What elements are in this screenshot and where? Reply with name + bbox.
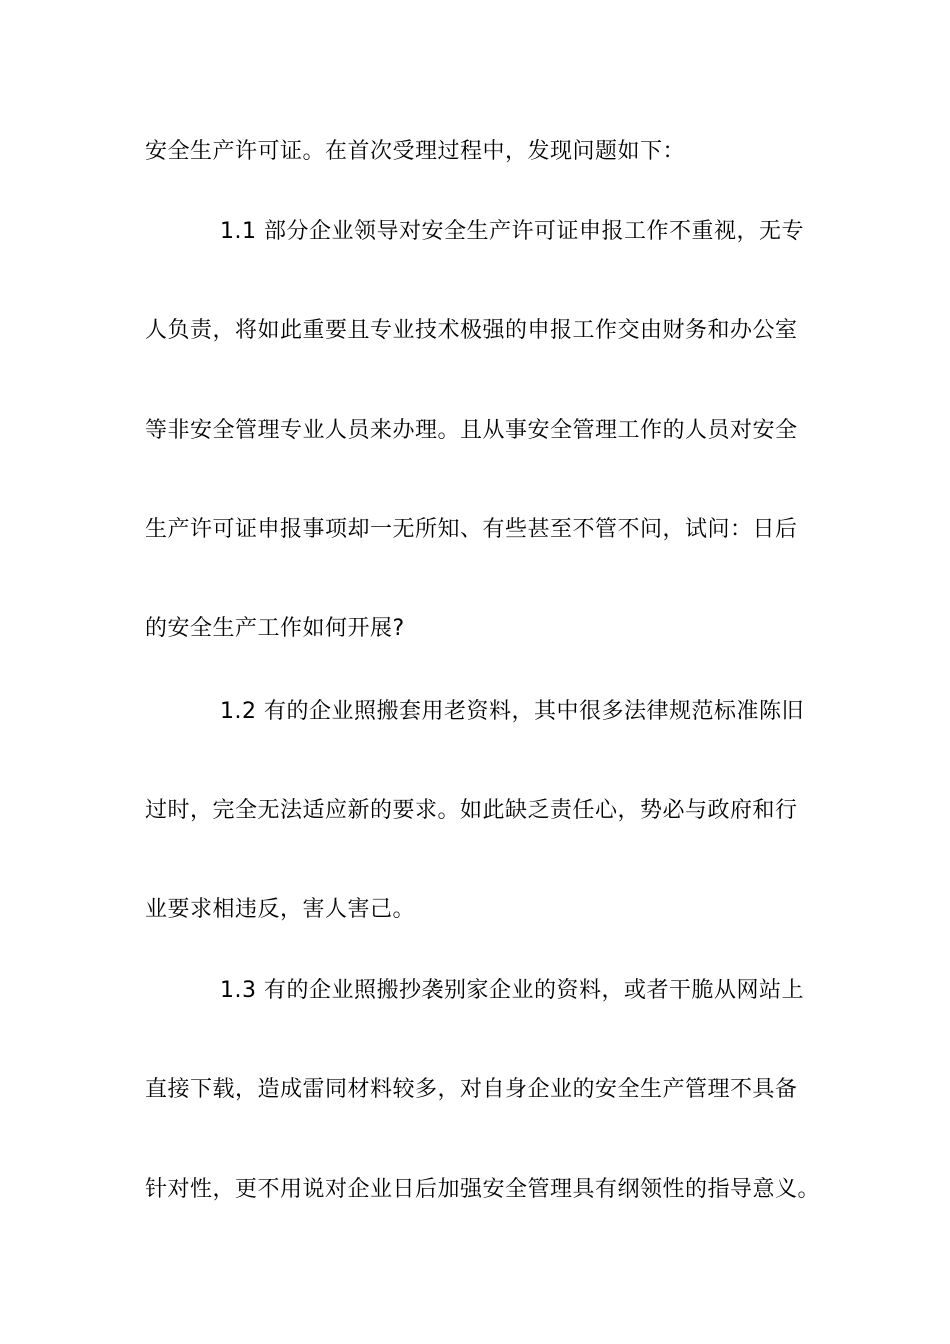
paragraph-line: 安全生产许可证。在首次受理过程中，发现问题如下：: [145, 139, 686, 164]
paragraph-line: 针对性，更不用说对企业日后加强安全管理具有纲领性的指导意义。: [145, 1177, 821, 1202]
paragraph-line: 生产许可证申报事项却一无所知、有些甚至不管不问，试问：日后: [145, 517, 798, 542]
paragraph-line: 直接下载，造成雷同材料较多，对自身企业的安全生产管理不具备: [145, 1077, 798, 1102]
paragraph-line: 1.2 有的企业照搬套用老资料，其中很多法律规范标准陈旧: [220, 699, 804, 724]
paragraph-line: 业要求相违反，害人害己。: [145, 897, 416, 922]
paragraph-line: 1.3 有的企业照搬抄袭别家企业的资料，或者干脆从网站上: [220, 978, 804, 1003]
paragraph-line: 人负责，将如此重要且专业技术极强的申报工作交由财务和办公室: [145, 318, 798, 343]
paragraph-line: 1.1 部分企业领导对安全生产许可证申报工作不重视，无专: [220, 219, 804, 244]
paragraph-line: 的安全生产工作如何开展?: [145, 616, 405, 641]
paragraph-line: 等非安全管理专业人员来办理。且从事安全管理工作的人员对安全: [145, 418, 798, 443]
paragraph-line: 过时，完全无法适应新的要求。如此缺乏责任心，势必与政府和行: [145, 798, 798, 823]
